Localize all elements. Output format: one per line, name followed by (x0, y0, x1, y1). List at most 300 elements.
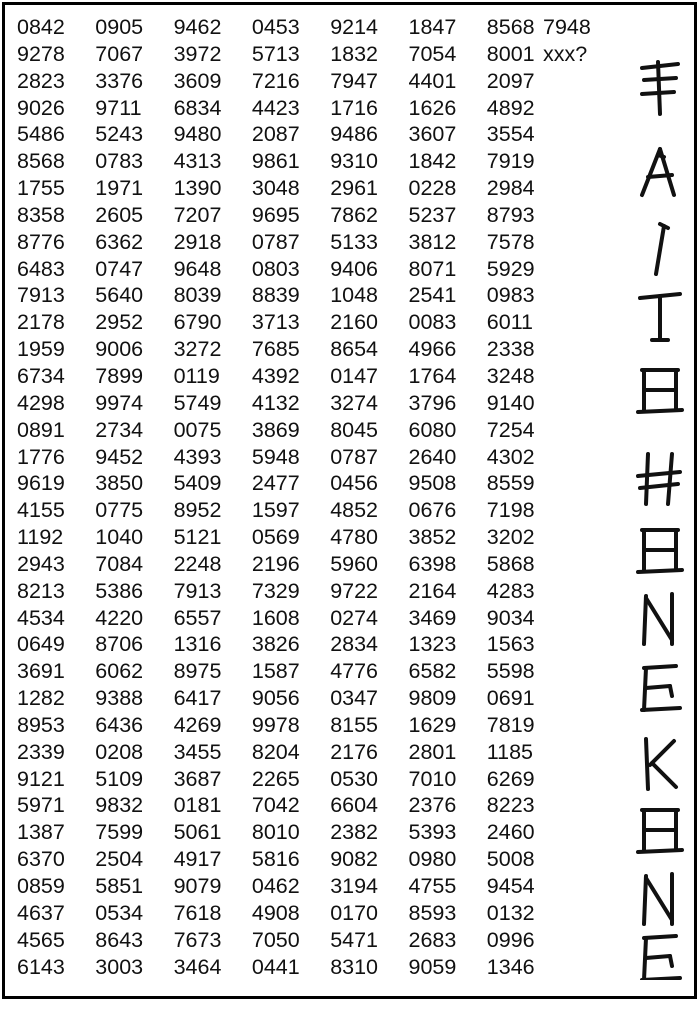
grid-row (17, 551, 565, 578)
grid-cell: 8071 (408, 256, 457, 281)
grid-cell: 1716 (330, 95, 379, 120)
grid-cell: 2160 (330, 310, 379, 335)
grid-cell: 3272 (173, 337, 222, 362)
grid-cell: 4423 (251, 95, 300, 120)
grid-cell: 2834 (330, 632, 379, 657)
grid-cell: 2605 (95, 202, 144, 227)
brush-glyph-t (640, 294, 680, 340)
grid-cell: 1587 (251, 659, 300, 684)
grid-cell: 7084 (95, 551, 144, 576)
grid-cell: 8776 (17, 229, 65, 254)
grid-cell: 0747 (95, 256, 144, 281)
grid-cell: 9978 (251, 712, 300, 737)
brush-glyph-f (642, 62, 678, 114)
grid-cell: 2984 (486, 176, 535, 201)
grid-cell: 1597 (251, 498, 300, 523)
grid-cell: 5109 (95, 766, 144, 791)
grid-cell: 8045 (330, 417, 379, 442)
grid-cell: 0905 (95, 15, 144, 39)
grid-cell: 1192 (17, 525, 64, 550)
grid-cell: 6604 (330, 793, 379, 818)
grid-cell: 7913 (173, 578, 222, 603)
grid-cell: 2248 (173, 551, 222, 576)
grid-row (17, 417, 565, 444)
grid-cell: 9809 (408, 686, 457, 711)
grid-cell: 5486 (17, 122, 65, 147)
grid-cell: 5121 (173, 525, 222, 550)
grid-cell: 3609 (173, 68, 222, 93)
grid-cell: 4852 (330, 498, 379, 523)
grid-cell: 7042 (251, 793, 300, 818)
grid-cell: 0842 (17, 15, 65, 39)
grid-cell: 0083 (408, 310, 457, 335)
grid-row (17, 363, 565, 390)
brush-glyph-h (638, 454, 680, 504)
grid-cell: 7067 (95, 41, 144, 66)
grid-cell: 0453 (251, 15, 300, 39)
grid-cell: 7198 (486, 498, 535, 523)
grid-cell: 1629 (408, 712, 457, 737)
grid-cell: 5386 (95, 578, 144, 603)
grid-row (17, 900, 565, 927)
grid-cell: 2196 (251, 551, 300, 576)
grid-cell: 2477 (251, 471, 300, 496)
grid-row (17, 470, 565, 497)
grid-cell: 0569 (251, 525, 300, 550)
grid-cell: 9648 (173, 256, 222, 281)
grid-cell: 3972 (173, 41, 222, 66)
grid-cell: 0181 (173, 793, 222, 818)
grid-cell: 2734 (95, 417, 144, 442)
grid-row (17, 846, 565, 873)
grid-cell: 8952 (173, 498, 222, 523)
grid-cell: 5948 (251, 444, 300, 469)
grid-cell: 0803 (251, 256, 300, 281)
grid-cell: 7819 (486, 712, 535, 737)
grid-row (17, 256, 565, 283)
grid-cell: 1185 (486, 739, 534, 764)
grid-cell: 1959 (17, 337, 65, 362)
grid-cell: 9486 (330, 122, 379, 147)
grid-cell: 6080 (408, 417, 457, 442)
grid-cell: 3003 (95, 954, 144, 979)
grid-cell: 9026 (17, 95, 65, 120)
grid-cell: 6062 (95, 659, 144, 684)
grid-cell: 8155 (330, 712, 379, 737)
brush-glyph-o (638, 530, 682, 572)
grid-cell: 7919 (486, 149, 535, 174)
grid-cell: 8593 (408, 900, 457, 925)
grid-cell: 1323 (408, 632, 457, 657)
brush-glyph-a (642, 149, 674, 195)
grid-cell: 3464 (173, 954, 222, 979)
grid-cell: 7899 (95, 363, 144, 388)
grid-cell: 8010 (251, 820, 300, 845)
grid-cell: 7216 (251, 68, 300, 93)
brush-glyph-o (638, 370, 682, 412)
grid-cell: 0456 (330, 471, 379, 496)
grid-cell: 1764 (408, 363, 457, 388)
grid-cell: 2952 (95, 310, 144, 335)
grid-cell: 3691 (17, 659, 65, 684)
grid-cell: 2683 (408, 927, 457, 952)
grid-cell: 4298 (17, 390, 65, 415)
grid-cell: 6790 (173, 310, 222, 335)
grid-cell: 1387 (17, 820, 65, 845)
grid-cell: 6143 (17, 954, 65, 979)
grid-cell: 8001 (486, 41, 535, 66)
grid-row (17, 95, 565, 122)
grid-cell: 8706 (95, 632, 144, 657)
grid-row (17, 282, 565, 309)
grid-cell: 2541 (408, 283, 457, 308)
grid-cell: 8358 (17, 202, 65, 227)
grid-cell: 3826 (251, 632, 300, 657)
grid-cell: 2087 (251, 122, 300, 147)
brush-glyph-i (656, 224, 668, 274)
grid-cell: 2097 (486, 68, 535, 93)
grid-cell: 3796 (408, 390, 457, 415)
grid-cell: 5237 (408, 202, 457, 227)
grid-row (17, 175, 565, 202)
grid-cell: 0347 (330, 686, 379, 711)
grid-cell: 9079 (173, 874, 222, 898)
grid-cell: 6582 (408, 659, 457, 684)
grid-cell: 3607 (408, 122, 457, 147)
grid-cell: 5713 (251, 41, 300, 66)
side-column (543, 14, 591, 68)
grid-cell: 1390 (173, 176, 222, 201)
grid-cell: 0462 (251, 874, 300, 898)
grid-cell: 9861 (251, 149, 300, 174)
grid-cell: 3194 (330, 874, 379, 898)
grid-cell: 2801 (408, 739, 457, 764)
grid-cell: 2339 (17, 739, 65, 764)
grid-cell: 6483 (17, 256, 65, 281)
grid-cell: 8559 (486, 471, 535, 496)
grid-cell: 6436 (95, 712, 144, 737)
grid-cell: 8310 (330, 954, 379, 979)
grid-cell: 8839 (251, 283, 300, 308)
grid-cell: 1048 (330, 283, 379, 308)
grid-cell: 0441 (251, 954, 300, 979)
grid-cell: 0676 (408, 498, 457, 523)
grid-row (17, 631, 565, 658)
grid-cell: 9006 (95, 337, 144, 362)
grid-cell: 4966 (408, 337, 457, 362)
grid-cell: 1608 (251, 605, 300, 630)
grid-cell: 9214 (330, 15, 379, 39)
grid-cell: 1971 (95, 176, 144, 201)
grid-cell: 7599 (95, 820, 144, 845)
grid-cell: 4283 (486, 578, 535, 603)
grid-cell: 9278 (17, 41, 65, 66)
grid-cell: 3455 (173, 739, 222, 764)
grid-cell: 6734 (17, 363, 65, 388)
grid-cell: 4302 (486, 444, 535, 469)
grid-cell: 9452 (95, 444, 144, 469)
grid-cell: 0859 (17, 874, 65, 898)
grid-cell: 3202 (486, 525, 535, 550)
grid-cell: 0170 (330, 900, 379, 925)
grid-cell: 9140 (486, 390, 535, 415)
grid-cell: 5061 (173, 820, 222, 845)
grid-cell: 2376 (408, 793, 457, 818)
grid-cell: 8213 (17, 578, 65, 603)
grid-cell: 9056 (251, 686, 300, 711)
grid-cell: 2823 (17, 68, 65, 93)
grid-cell: 9082 (330, 847, 379, 872)
grid-cell: 5816 (251, 847, 300, 872)
grid-row (17, 524, 565, 551)
grid-cell: 7050 (251, 927, 300, 952)
grid-cell: 4393 (173, 444, 222, 469)
grid-cell: 1842 (408, 149, 457, 174)
grid-cell: 6398 (408, 551, 457, 576)
grid-row (17, 14, 565, 41)
grid-row (17, 927, 565, 954)
grid-row (17, 739, 565, 766)
grid-cell: 0147 (330, 363, 379, 388)
grid-cell: 8223 (486, 793, 535, 818)
grid-row (17, 954, 565, 981)
grid-cell: 3048 (251, 176, 300, 201)
grid-cell: 8953 (17, 712, 65, 737)
grid-cell: 7862 (330, 202, 379, 227)
grid-cell: 7010 (408, 766, 457, 791)
grid-cell: 9722 (330, 578, 379, 603)
grid-cell: 8793 (486, 202, 535, 227)
grid-cell: 0980 (408, 847, 457, 872)
grid-row (17, 148, 565, 175)
grid-row (17, 605, 565, 632)
grid-cell: 1776 (17, 444, 65, 469)
grid-cell: 0534 (95, 900, 144, 925)
grid-cell: 2918 (173, 229, 222, 254)
grid-cell: 4534 (17, 605, 65, 630)
grid-cell: 1626 (408, 95, 457, 120)
grid-cell: 7578 (486, 229, 535, 254)
grid-cell: 5971 (17, 793, 65, 818)
grid-cell: 8568 (486, 15, 535, 39)
grid-cell: 0996 (486, 927, 535, 952)
grid-cell: 6362 (95, 229, 144, 254)
grid-cell: 0075 (173, 417, 222, 442)
grid-cell: 5640 (95, 283, 144, 308)
grid-cell: 5393 (408, 820, 457, 845)
grid-cell: 3554 (486, 122, 535, 147)
grid-cell: 2943 (17, 551, 65, 576)
grid-cell: 0228 (408, 176, 457, 201)
grid-cell: 7673 (173, 927, 222, 952)
grid-row (17, 121, 565, 148)
grid-cell: 5851 (95, 874, 144, 898)
grid-cell: 7618 (173, 900, 222, 925)
grid-cell: 3469 (408, 605, 457, 630)
grid-cell: 9832 (95, 793, 144, 818)
grid-cell: 8975 (173, 659, 222, 684)
grid-cell: 6370 (17, 847, 65, 872)
grid-cell: 1282 (17, 686, 65, 711)
grid-cell: 4132 (251, 390, 300, 415)
grid-cell: 5929 (486, 256, 535, 281)
grid-cell: 2640 (408, 444, 457, 469)
grid-cell: 4755 (408, 874, 457, 898)
grid-cell: 0649 (17, 632, 65, 657)
grid-cell: 0119 (173, 363, 220, 388)
grid-cell: 7913 (17, 283, 65, 308)
grid-row (17, 229, 565, 256)
grid-cell: 9711 (95, 95, 142, 120)
grid-cell: 4220 (95, 605, 144, 630)
grid-cell: 4908 (251, 900, 300, 925)
grid-cell: 9462 (173, 15, 222, 39)
grid-cell: 9454 (486, 874, 535, 898)
grid-cell: 6557 (173, 605, 222, 630)
grid-row (17, 202, 565, 229)
grid-cell: 0891 (17, 417, 65, 442)
side-question: xxx? (543, 41, 588, 66)
grid-cell: 2961 (330, 176, 379, 201)
grid-cell: 4269 (173, 712, 222, 737)
grid-row (17, 309, 565, 336)
grid-row (17, 578, 565, 605)
grid-cell: 2176 (330, 739, 379, 764)
grid-row (17, 873, 565, 900)
grid-cell: 0787 (330, 444, 379, 469)
grid-cell: 9619 (17, 471, 65, 496)
grid-cell: 0783 (95, 149, 144, 174)
grid-cell: 2382 (330, 820, 379, 845)
grid-cell: 2265 (251, 766, 300, 791)
grid-cell: 4917 (173, 847, 222, 872)
grid-cell: 9121 (17, 766, 65, 791)
grid-cell: 1316 (173, 632, 222, 657)
brush-glyph-e (642, 666, 680, 710)
grid-cell: 9388 (95, 686, 144, 711)
grid-cell: 5598 (486, 659, 535, 684)
grid-cell: 9406 (330, 256, 379, 281)
grid-cell: 5008 (486, 847, 535, 872)
brush-glyph-n (644, 594, 672, 644)
grid-cell: 1346 (486, 954, 535, 979)
grid-cell: 0208 (95, 739, 144, 764)
grid-row (17, 712, 565, 739)
grid-row (17, 497, 565, 524)
grid-cell: 2504 (95, 847, 144, 872)
grid-cell: 0983 (486, 283, 535, 308)
grid-cell: 6269 (486, 766, 535, 791)
grid-cell: 1755 (17, 176, 65, 201)
brush-glyph-o (638, 810, 682, 852)
grid-cell: 5471 (330, 927, 379, 952)
grid-cell: 4637 (17, 900, 65, 925)
grid-cell: 9034 (486, 605, 535, 630)
grid-cell: 8568 (17, 149, 65, 174)
grid-cell: 4565 (17, 927, 65, 952)
brush-glyph-n (644, 874, 672, 924)
grid-cell: 3852 (408, 525, 457, 550)
grid-cell: 0274 (330, 605, 379, 630)
grid-cell: 3869 (251, 417, 300, 442)
grid-cell: 7947 (330, 68, 379, 93)
grid-cell: 5749 (173, 390, 222, 415)
grid-cell: 8039 (173, 283, 222, 308)
grid-cell: 3376 (95, 68, 144, 93)
grid-row (17, 766, 565, 793)
grid-row (17, 658, 565, 685)
grid-cell: 8204 (251, 739, 300, 764)
grid-cell: 9508 (408, 471, 457, 496)
grid-row (17, 390, 565, 417)
grid-cell: 3812 (408, 229, 457, 254)
side-number: 7948 (543, 15, 591, 39)
grid-row (17, 336, 565, 363)
grid-cell: 5868 (486, 551, 535, 576)
grid-row (17, 685, 565, 712)
grid-cell: 1563 (486, 632, 535, 657)
grid-row (17, 819, 565, 846)
grid-cell: 0787 (251, 229, 300, 254)
grid-cell: 2164 (408, 578, 457, 603)
grid-cell: 2178 (17, 310, 65, 335)
grid-cell: 0132 (486, 900, 535, 925)
grid-cell: 6417 (173, 686, 222, 711)
grid-cell: 1847 (408, 15, 457, 39)
grid-cell: 5243 (95, 122, 144, 147)
grid-cell: 2460 (486, 820, 535, 845)
grid-cell: 5409 (173, 471, 222, 496)
number-grid (17, 14, 565, 980)
grid-cell: 5133 (330, 229, 379, 254)
grid-cell: 8643 (95, 927, 144, 952)
grid-cell: 4780 (330, 525, 379, 550)
grid-cell: 0691 (486, 686, 535, 711)
grid-cell: 0775 (95, 498, 144, 523)
brush-glyph-k (646, 739, 676, 789)
brush-glyph-column (630, 50, 690, 980)
grid-cell: 4313 (173, 149, 222, 174)
grid-cell: 1040 (95, 525, 144, 550)
grid-cell: 3687 (173, 766, 222, 791)
grid-cell: 3274 (330, 390, 379, 415)
grid-cell: 3248 (486, 363, 535, 388)
grid-cell: 2338 (486, 337, 535, 362)
grid-row (17, 792, 565, 819)
grid-cell: 1832 (330, 41, 379, 66)
grid-cell: 7254 (486, 417, 535, 442)
grid-cell: 0530 (330, 766, 379, 791)
grid-cell: 4401 (408, 68, 457, 93)
grid-cell: 4392 (251, 363, 300, 388)
grid-cell: 7054 (408, 41, 457, 66)
grid-cell: 9059 (408, 954, 457, 979)
brush-glyph-e (642, 936, 680, 980)
grid-cell: 5960 (330, 551, 379, 576)
grid-cell: 4776 (330, 659, 379, 684)
grid-row (17, 68, 565, 95)
grid-cell: 4155 (17, 498, 65, 523)
grid-cell: 9974 (95, 390, 144, 415)
grid-cell: 7207 (173, 202, 222, 227)
grid-row (17, 444, 565, 471)
grid-row (17, 41, 565, 68)
grid-cell: 8654 (330, 337, 379, 362)
grid-cell: 7685 (251, 337, 300, 362)
grid-cell: 3850 (95, 471, 144, 496)
grid-cell: 6011 (486, 310, 534, 335)
grid-cell: 6834 (173, 95, 222, 120)
